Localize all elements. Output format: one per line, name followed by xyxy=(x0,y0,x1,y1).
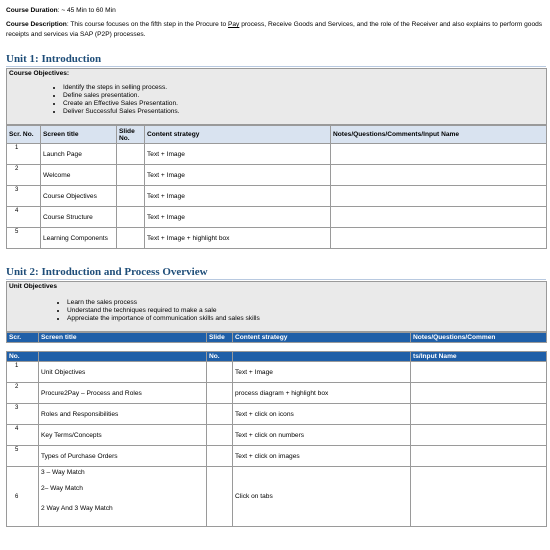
course-duration xyxy=(6,6,546,16)
header-screen-title: Screen title xyxy=(41,126,117,144)
row-screen-title: Procure2Pay – Process and Roles xyxy=(39,383,207,404)
objective-item: • Deliver Successful Sales Presentations. xyxy=(63,108,546,116)
table-row xyxy=(7,186,547,207)
row-content-strategy: Text + Image + highlight box xyxy=(145,228,331,249)
row-slide xyxy=(207,362,233,383)
header-scr: Scr. xyxy=(7,333,39,343)
row-content-strategy: Text + Image xyxy=(145,144,331,165)
row-notes xyxy=(411,383,547,404)
table-row xyxy=(7,467,547,527)
header-blank xyxy=(233,352,411,362)
row-notes xyxy=(331,186,547,207)
row-screen-title: Learning Components xyxy=(41,228,117,249)
row-notes xyxy=(331,165,547,186)
objective-item: • Learn the sales process xyxy=(67,299,546,307)
row-number: 1 xyxy=(7,362,39,383)
unit2-objectives-list xyxy=(67,299,546,323)
row-screen-title: Course Objectives xyxy=(41,186,117,207)
header-notes: Notes/Questions/Comments/Input Name xyxy=(331,126,547,144)
row-content-strategy: Click on tabs xyxy=(233,467,411,527)
table-header-row xyxy=(7,333,547,343)
row-screen-title: Course Structure xyxy=(41,207,117,228)
table-row xyxy=(7,446,547,467)
row-screen-title: 3 – Way Match xyxy=(41,469,85,476)
row-content-strategy: Text + click on images xyxy=(233,446,411,467)
row-slide xyxy=(117,207,145,228)
row-notes xyxy=(411,446,547,467)
table-row xyxy=(7,425,547,446)
header-no: No. xyxy=(7,352,39,362)
header-blank xyxy=(39,352,207,362)
table-header-row xyxy=(7,352,547,362)
unit1-screen-table xyxy=(6,125,547,249)
row-number: 5 xyxy=(7,446,39,467)
row-notes xyxy=(411,425,547,446)
unit2-title: Unit 2: Introduction and Process Overview xyxy=(6,265,546,280)
table-row xyxy=(7,144,547,165)
row-number: 6 xyxy=(7,467,39,527)
row-content-strategy: Text + click on numbers xyxy=(233,425,411,446)
course-description-label: Course Description xyxy=(6,21,67,28)
course-description-text-post: process, Receive Goods and Services, and the role of the Receiver and also explains to perform goods receipts and services via SAP (P2P) processes. xyxy=(6,21,543,38)
row-screen-title: Welcome xyxy=(41,165,117,186)
course-description-text-pre: : This course focuses on the fifth step in the Procure to xyxy=(66,21,228,28)
course-description xyxy=(6,20,546,40)
header-content-strategy: Content strategy xyxy=(145,126,331,144)
row-content-strategy: Text + Image xyxy=(145,165,331,186)
row-screen-title: Roles and Responsibilities xyxy=(39,404,207,425)
unit1-objectives-title: Course Objectives: xyxy=(9,70,70,77)
unit2-screen-table xyxy=(6,351,547,527)
header-slide-no: Slide No. xyxy=(117,126,145,144)
header-screen-title: Screen title xyxy=(39,333,207,343)
row-slide xyxy=(207,404,233,425)
row-slide xyxy=(117,165,145,186)
row-slide xyxy=(117,144,145,165)
row-notes xyxy=(411,362,547,383)
row-content-strategy: Text + click on icons xyxy=(233,404,411,425)
row-slide xyxy=(207,467,233,527)
course-duration-label: Course Duration xyxy=(6,7,58,14)
header-slide: Slide xyxy=(207,333,233,343)
row-number: 5 xyxy=(7,228,41,249)
objective-item: • Define sales presentation. xyxy=(63,92,546,100)
row-notes xyxy=(331,228,547,249)
row-number: 2 xyxy=(7,165,41,186)
row-screen-title: Unit Objectives xyxy=(39,362,207,383)
row-notes xyxy=(331,144,547,165)
unit2-objectives-box xyxy=(6,281,547,332)
table-row xyxy=(7,383,547,404)
row-notes xyxy=(411,404,547,425)
table-header-row xyxy=(7,126,547,144)
row-slide xyxy=(207,446,233,467)
unit2-header-top xyxy=(6,332,547,343)
row-slide xyxy=(207,383,233,404)
objective-item: • Create an Effective Sales Presentation. xyxy=(63,100,546,108)
row-screen-title-list xyxy=(39,467,207,527)
row-slide xyxy=(207,425,233,446)
row-screen-title: Key Terms/Concepts xyxy=(39,425,207,446)
course-description-text-pay: Pay xyxy=(227,21,240,28)
table-row xyxy=(7,228,547,249)
document-page xyxy=(6,6,546,527)
row-content-strategy: process diagram + highlight box xyxy=(233,383,411,404)
row-content-strategy: Text + Image xyxy=(233,362,411,383)
row-notes xyxy=(411,467,547,527)
row-number: 4 xyxy=(7,207,41,228)
row-number: 2 xyxy=(7,383,39,404)
unit1-objectives-list xyxy=(63,84,546,116)
table-row xyxy=(7,362,547,383)
table-row xyxy=(7,165,547,186)
table-row xyxy=(7,207,547,228)
header-notes: Notes/Questions/Commen xyxy=(411,333,547,343)
row-number: 3 xyxy=(7,186,41,207)
objective-item: • Identify the steps in selling process. xyxy=(63,84,546,92)
row-notes xyxy=(331,207,547,228)
row-number: 4 xyxy=(7,425,39,446)
header-slide-no: No. xyxy=(207,352,233,362)
row-content-strategy: Text + Image xyxy=(145,207,331,228)
header-content-strategy: Content strategy xyxy=(233,333,411,343)
unit2-objectives-title: Unit Objectives xyxy=(9,283,58,290)
row-slide xyxy=(117,228,145,249)
row-screen-title: Types of Purchase Orders xyxy=(39,446,207,467)
row-slide xyxy=(117,186,145,207)
unit1-objectives-box xyxy=(6,68,547,125)
row-number: 3 xyxy=(7,404,39,425)
row-screen-title: 2– Way Match xyxy=(41,485,83,492)
row-number: 1 xyxy=(7,144,41,165)
header-input-name: ts/Input Name xyxy=(411,352,547,362)
course-duration-value: : ~ 45 Min to 60 Min xyxy=(57,7,116,14)
objective-item: • Understand the techniques required to make a sale xyxy=(67,307,546,315)
unit1-title: Unit 1: Introduction xyxy=(6,52,546,67)
row-screen-title: 2 Way And 3 Way Match xyxy=(41,505,113,512)
row-content-strategy: Text + Image xyxy=(145,186,331,207)
row-screen-title: Launch Page xyxy=(41,144,117,165)
objective-item: • Appreciate the importance of communication skills and sales skills xyxy=(67,315,546,323)
header-scr-no: Scr. No. xyxy=(7,126,41,144)
table-row xyxy=(7,404,547,425)
